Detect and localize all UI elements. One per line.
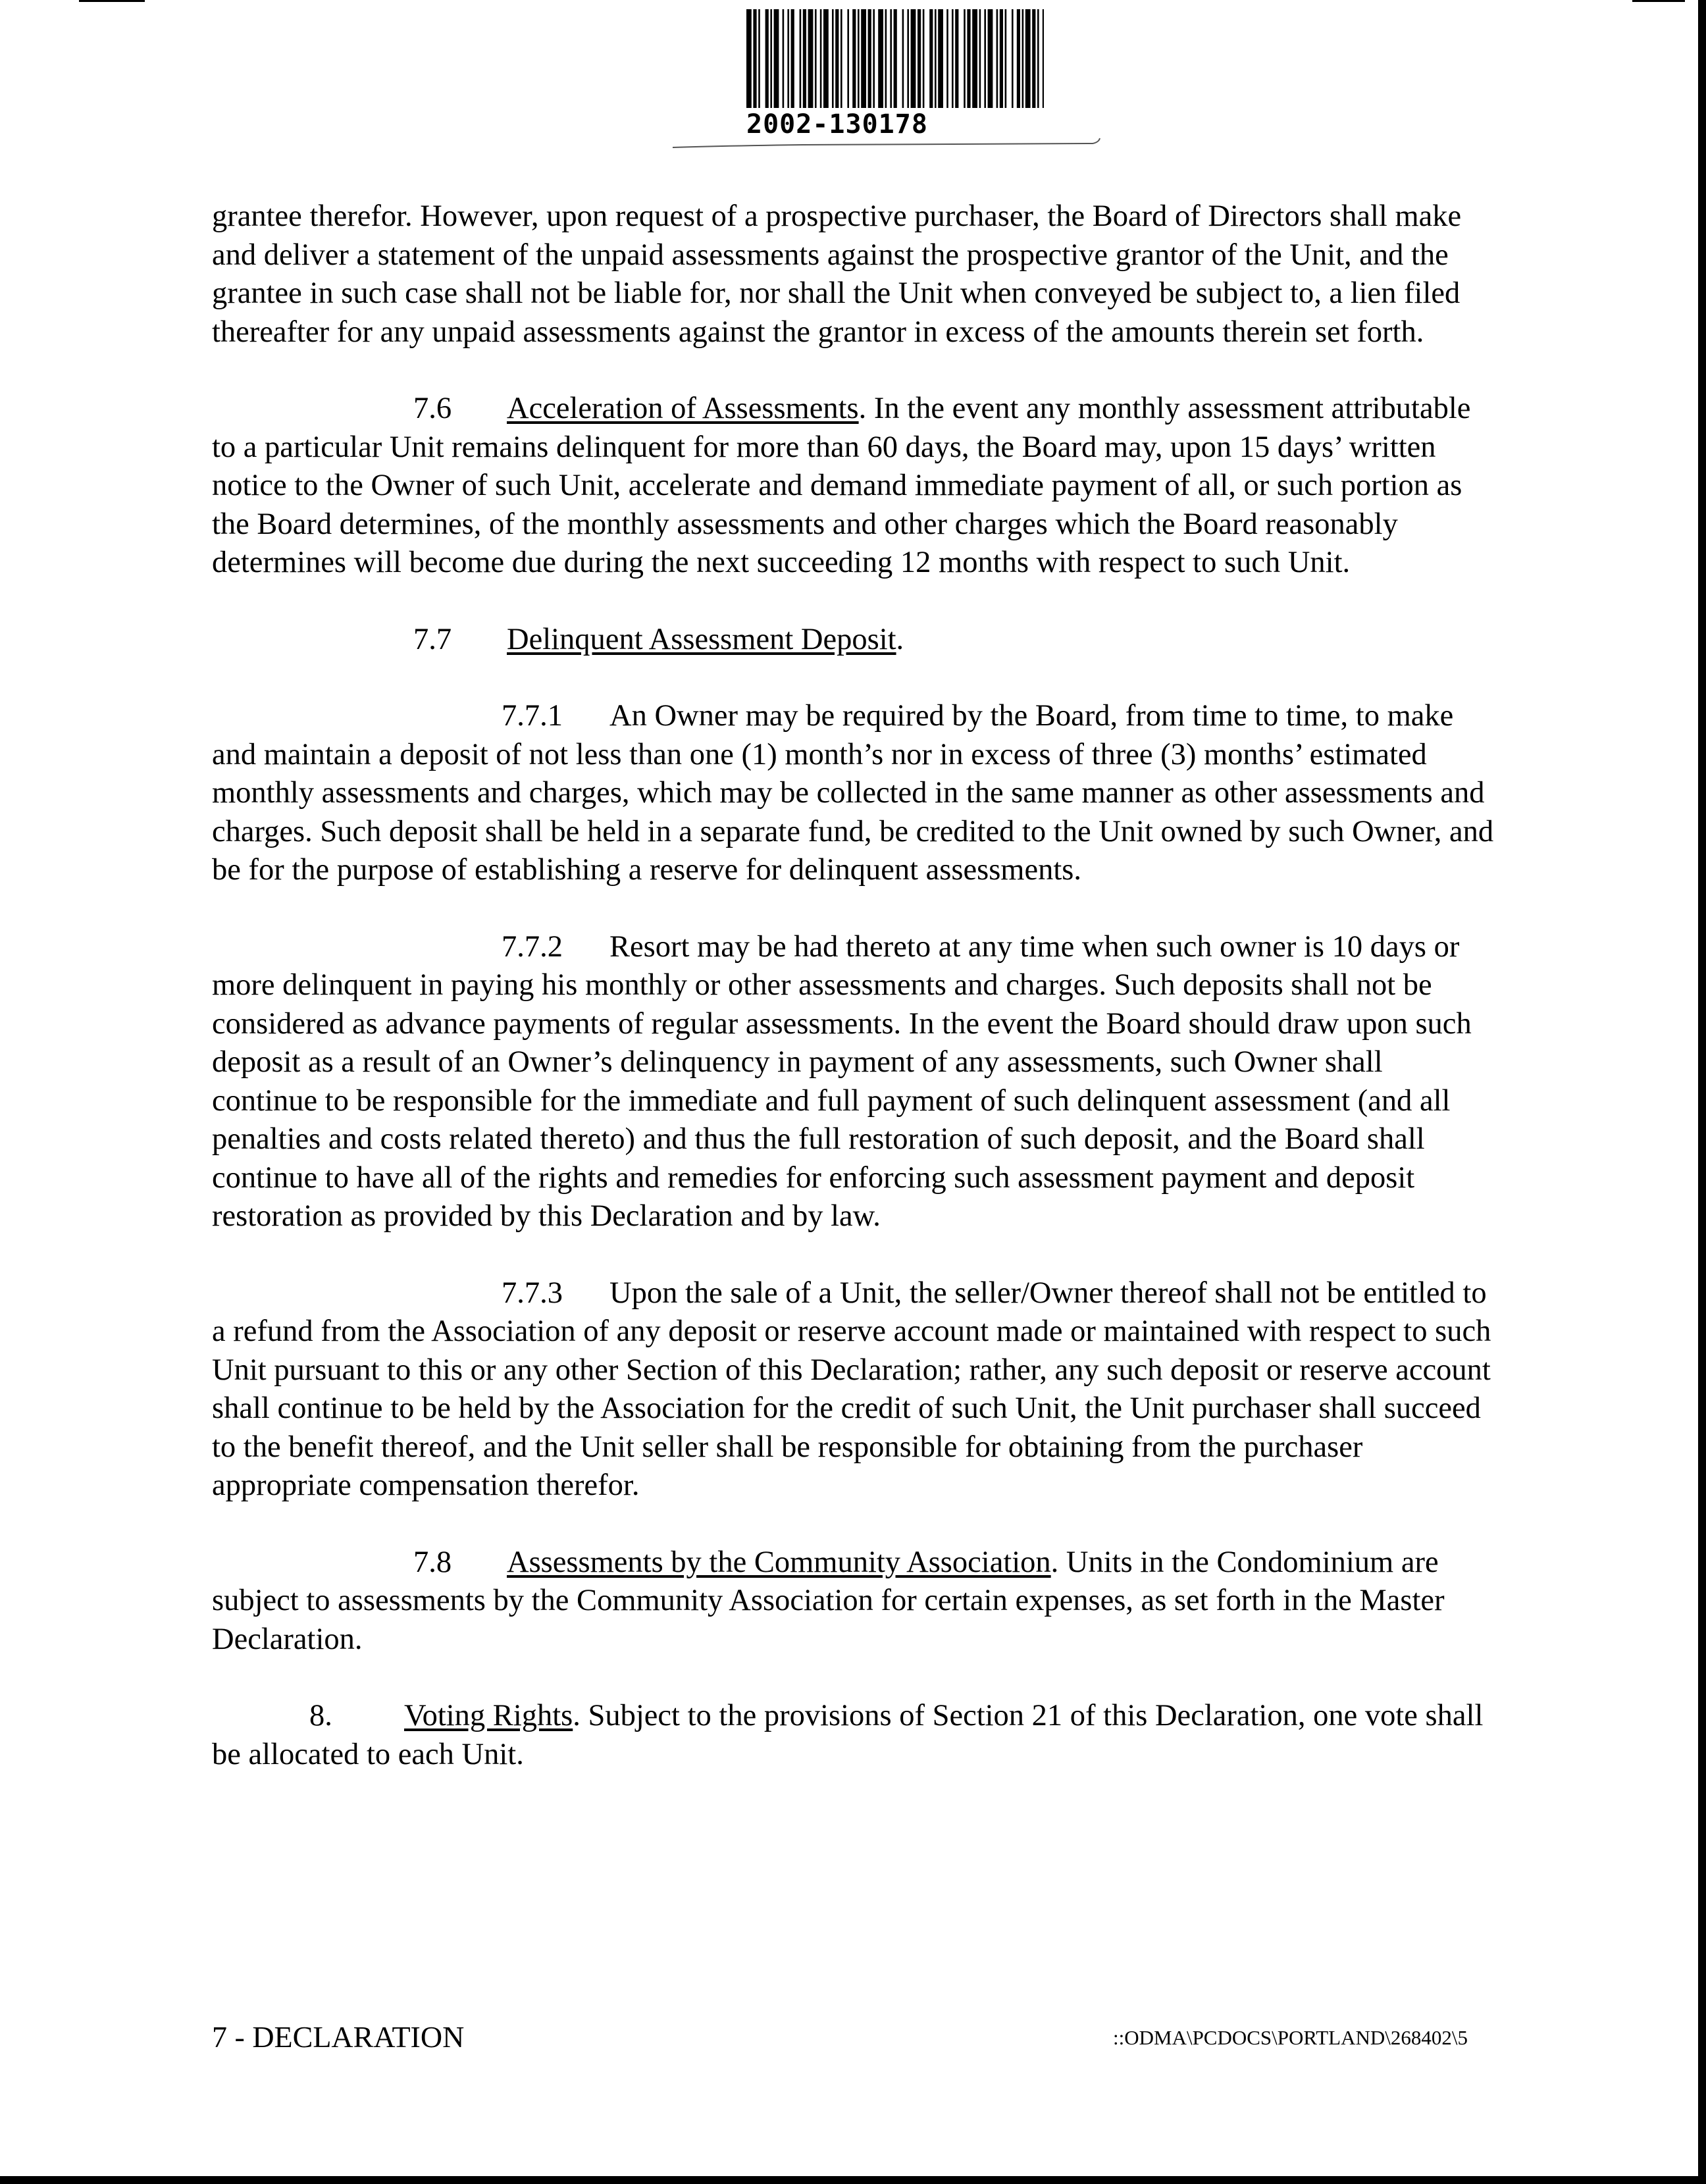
barcode-bar xyxy=(832,9,834,108)
section-text: . xyxy=(896,622,904,656)
barcode-bar xyxy=(765,9,769,108)
barcode-bar xyxy=(861,9,866,108)
section-7-7-2 xyxy=(212,928,1495,1236)
barcode-bar xyxy=(964,9,966,108)
barcode-bar xyxy=(1005,9,1007,108)
barcode-bar xyxy=(1012,9,1014,108)
scan-mark xyxy=(1632,0,1685,2)
barcode-bar xyxy=(979,9,981,108)
barcode-bar xyxy=(783,9,785,108)
section-number: 7.8 xyxy=(413,1545,452,1579)
section-number: 8. xyxy=(309,1699,332,1732)
section-text: Resort may be had thereto at any time when such owner is 10 days or more delinquent in paying his monthly or other assessments and charges. Such deposits shall not be considered as advance payments of regular assessments. In the event the Board should draw upon such deposit as a result of an Owner’s delinquency in payment of any assessments, such Owner shall continue to be responsible for the immediate and full payment of such delinquent assessment (and all penalties and costs related thereto) and thus the full restoration of such deposit, and the Board shall continue to have all of the rights and remedies for enforcing such assessment payment and deposit restoration as provided by this Declaration and by law. xyxy=(212,929,1472,1233)
barcode-bar xyxy=(1043,9,1044,108)
document-path: ::ODMA\PCDOCS\PORTLAND\268402\5 xyxy=(1113,2026,1468,2049)
paragraph-continuation: grantee therefor. However, upon request of a prospective purchaser, the Board of Directors shall make and deliver a statement of the unpaid assessments against the prospective grantor of the Unit, and the grantee in such case shall not be liable for, nor shall the Unit when conveyed be subject to, a lien filed thereafter for any unpaid assessments against the grantor in excess of the amounts therein set forth. xyxy=(212,199,1462,349)
barcode-bar xyxy=(878,9,883,108)
section-title: Voting Rights xyxy=(404,1699,573,1732)
barcode-bar xyxy=(815,9,817,108)
barcode-bar xyxy=(840,9,842,108)
scan-border-bottom xyxy=(0,2176,1706,2184)
barcode-bar xyxy=(808,9,814,108)
barcode-bar xyxy=(918,9,921,108)
barcode-bar xyxy=(835,9,839,108)
barcode-bar xyxy=(791,9,794,108)
barcode-bar xyxy=(923,9,925,108)
section-7-6 xyxy=(212,390,1495,583)
section-7-7-3 xyxy=(212,1274,1495,1505)
barcode-bar xyxy=(823,9,829,108)
recording-number: 2002-130178 xyxy=(746,109,928,140)
section-number: 7.7.2 xyxy=(502,929,563,964)
barcode-bar xyxy=(972,9,977,108)
barcode-bar xyxy=(800,9,802,108)
scan-mark xyxy=(79,0,145,2)
section-title: Acceleration of Assessments xyxy=(507,392,859,425)
section-title: Assessments by the Community Association xyxy=(507,1545,1051,1579)
barcode-bar xyxy=(774,9,779,108)
barcode-image xyxy=(746,9,1044,108)
section-text: . In the event any monthly assessment attributable to a particular Unit remains delinquent for more than 60 days, the Board may, upon 15 days’ written notice to the Owner of such Unit, accelerate and demand immediate payment of all, or such portion as the Board determines, of the monthly assessments and other charges which the Board reasonably determines will become due during the next succeeding 12 months with respect to such Unit. xyxy=(212,392,1471,579)
barcode-bar xyxy=(753,9,756,108)
section-7-8 xyxy=(212,1544,1495,1659)
barcode-bar xyxy=(873,9,875,108)
barcode-bar xyxy=(1017,9,1020,108)
section-text: . Units in the Condominium are subject to assessments by the Community Association for certain expenses, as set forth in the Master Declaration. xyxy=(212,1545,1445,1656)
section-number: 7.7 xyxy=(413,622,452,656)
barcode-bar xyxy=(967,9,970,108)
section-7-7 xyxy=(212,621,1495,660)
barcode-bar xyxy=(746,9,752,108)
barcode-bar xyxy=(984,9,986,108)
section-7-7-1 xyxy=(212,697,1495,890)
barcode-bar xyxy=(1037,9,1039,108)
barcode-bar xyxy=(1025,9,1031,108)
barcode-bar xyxy=(1022,9,1024,108)
page-footer-label: 7 - DECLARATION xyxy=(212,2020,465,2054)
scan-border-right xyxy=(1698,0,1706,2184)
barcode-bar xyxy=(820,9,822,108)
section-number: 7.7.1 xyxy=(502,699,563,733)
section-title: Delinquent Assessment Deposit xyxy=(507,622,896,656)
barcode-bar xyxy=(907,9,909,108)
barcode-bar xyxy=(929,9,933,108)
barcode-underline xyxy=(671,129,1100,149)
barcode-bar xyxy=(988,9,993,108)
barcode-bar xyxy=(858,9,860,108)
barcode-bar xyxy=(890,9,892,108)
barcode-bar xyxy=(885,9,887,108)
section-text: An Owner may be required by the Board, from time to time, to make and maintain a deposit of not less than one (1) month’s nor in excess of three (3) months’ estimated monthly assessments and charges, which may be collected in the same manner as other assessments and charges. Such deposit shall be held in a separate fund, be credited to the Unit owned by such Owner, and be for the purpose of establishing a reserve for delinquent assessments. xyxy=(212,699,1494,887)
barcode-bar xyxy=(847,9,849,108)
barcode-bar xyxy=(894,9,897,108)
section-8 xyxy=(212,1697,1495,1774)
barcode-bar xyxy=(955,9,958,108)
barcode-bar xyxy=(996,9,998,108)
barcode-bar xyxy=(946,9,948,108)
barcode-bar xyxy=(803,9,806,108)
barcode-bar xyxy=(902,9,904,108)
barcode-bar xyxy=(952,9,954,108)
section-text: Upon the sale of a Unit, the seller/Owner thereof shall not be entitled to a refund from the Association of any deposit or reserve account made or maintained with respect to such Unit pursuant to this or any other Section of this Declaration; rather, any such deposit or reserve account shall continue to be held by the Association for the credit of such Unit, the Unit purchaser shall succeed to the benefit thereof, and the Unit seller shall be responsible for obtaining from the purchaser appropriate compensation therefor. xyxy=(212,1276,1491,1502)
barcode-bar xyxy=(787,9,789,108)
barcode-bar xyxy=(1032,9,1035,108)
barcode-bar xyxy=(1000,9,1003,108)
barcode-bar xyxy=(935,9,937,108)
barcode-bar xyxy=(868,9,871,108)
barcode-bar xyxy=(758,9,760,108)
section-number: 7.7.3 xyxy=(502,1276,563,1310)
barcode-bar xyxy=(911,9,916,108)
section-number: 7.6 xyxy=(413,392,452,425)
section-text: . Subject to the provisions of Section 21 of this Declaration, one vote shall be allocated to each Unit. xyxy=(212,1699,1484,1771)
barcode-bar xyxy=(852,9,856,108)
barcode-bar xyxy=(938,9,943,108)
document-body xyxy=(212,197,1495,1812)
barcode-bar xyxy=(770,9,772,108)
